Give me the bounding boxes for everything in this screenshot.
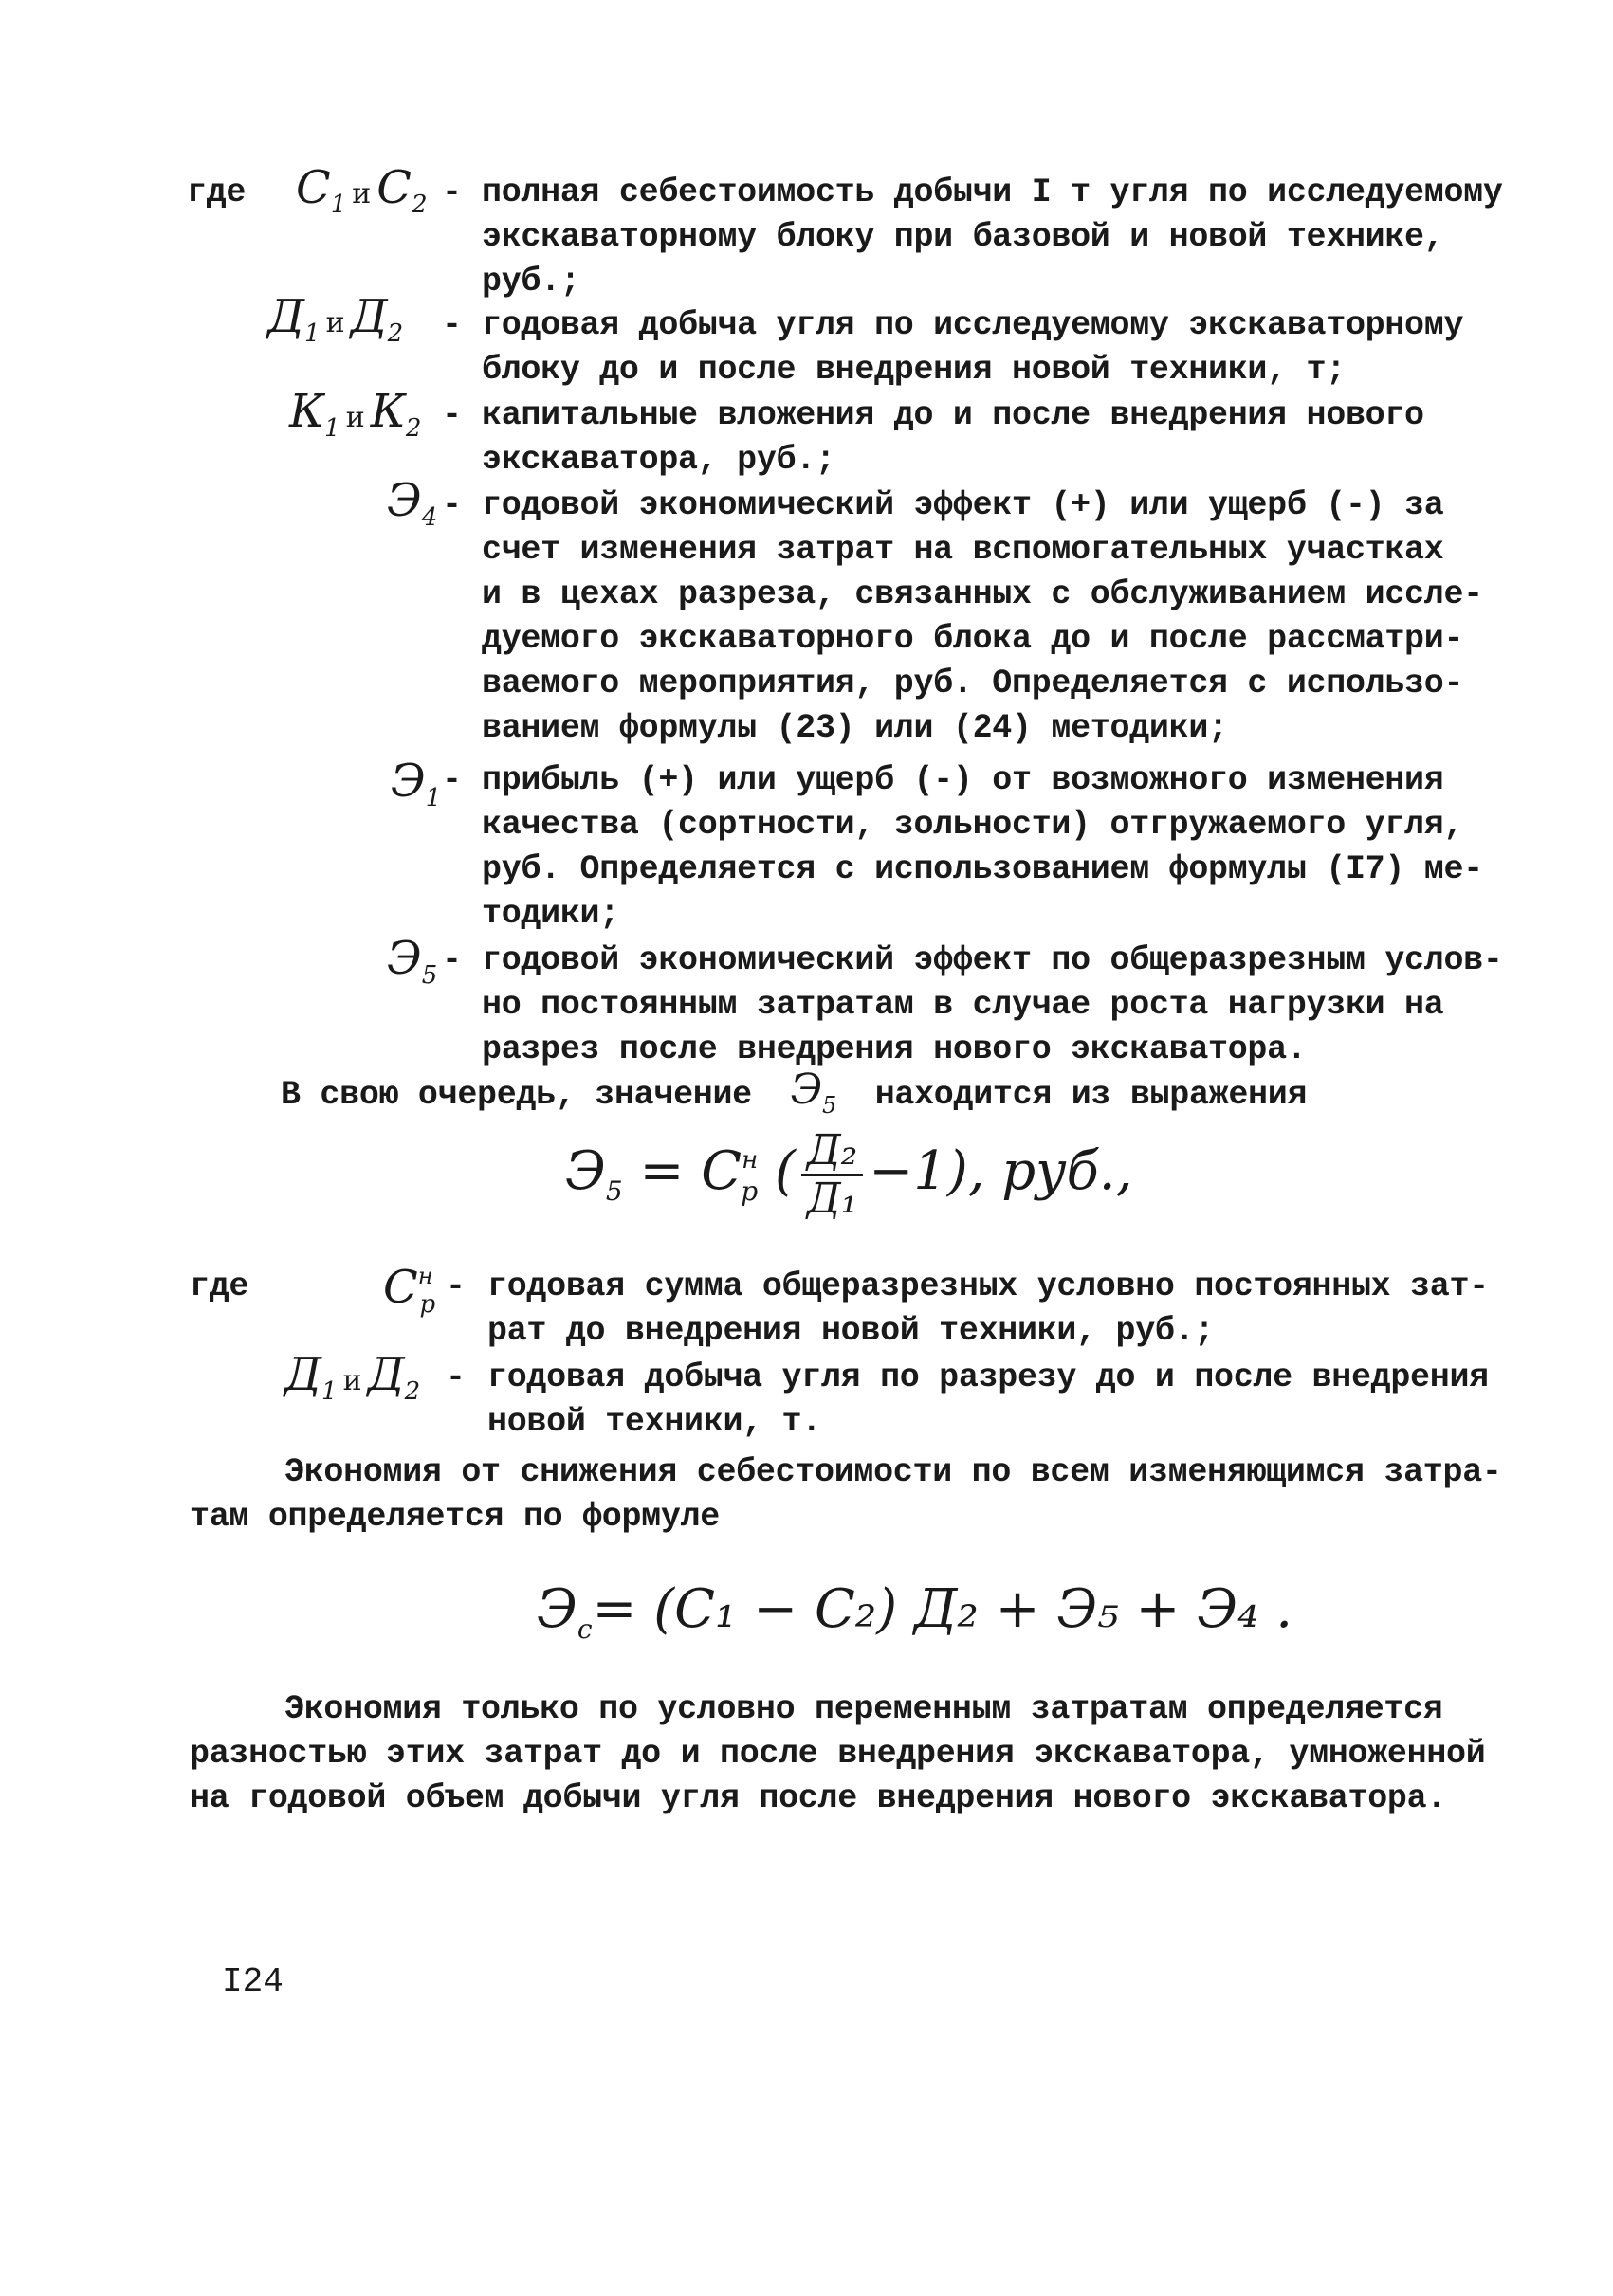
definition-e4: годовой экономический эффект (+) или ущерб (-) за счет изменения затрат на вспомогательных участках и в цехах разреза, связанных с обслуживанием иссле- дуемого экскаваторного блока до и после рассматри- ваемого мероприятия, руб. Определяется с использо- ванием формулы (23) или (24) методики; bbox=[482, 486, 1483, 747]
definition-k1-k2: капитальные вложения до и после внедрения нового экскаватора, руб.; bbox=[482, 396, 1424, 479]
paragraph-economy-formula: Экономия от снижения себестоимости по всем изменяющимся затра- там определяется по формуле bbox=[190, 1453, 1502, 1536]
dash: - bbox=[442, 396, 463, 434]
definition-cp-n: годовая сумма общеразрезных условно постоянных зат- рат до внедрения новой техники, руб.; bbox=[487, 1267, 1489, 1350]
dash: - bbox=[442, 486, 463, 524]
dash: - bbox=[446, 1358, 467, 1396]
page-number: I24 bbox=[222, 1962, 284, 2001]
symbol-e4: $Э_4$ bbox=[387, 474, 438, 532]
fraction-d2-d1: $\frac{\text{Д₂}}{\text{Д₁}}$ bbox=[801, 1128, 863, 1222]
symbol-k1-k2: $К_1$ и $К_2$ bbox=[289, 385, 422, 443]
symbol-d1-d2-annual: $Д_1$ и $Д_2$ bbox=[284, 1348, 421, 1406]
definition-c1-c2: полная себестоимость добычи I т угля по исследуемому экскаваторному блоку при базовой и новой технике, руб.; bbox=[482, 173, 1503, 301]
definition-d1-d2: годовая добыча угля по исследуемому экскаваторному блоку до и после внедрения новой техники, т; bbox=[482, 306, 1464, 389]
symbol-d1-d2: $Д_1$ и $Д_2$ bbox=[267, 290, 404, 348]
symbol-c1-c2: $С_1$ и $С_2$ bbox=[296, 161, 428, 219]
symbol-e5: $Э_5$ bbox=[387, 932, 438, 990]
formula-e5: $Э_5 = C^н_р$ ( $\frac{\text{Д₂}}{\text{Д₁}}$ −1), руб., bbox=[565, 1126, 1133, 1223]
definition-d1-d2-annual: годовая добыча угля по разрезу до и после внедрения новой техники, т. bbox=[487, 1358, 1489, 1441]
paragraph-variable-costs: Экономия только по условно переменным затратам определяется разностью этих затрат до и после внедрения экскаватора, умноженной на годовой объем добычи угля после внедрения нового экскаватора. bbox=[190, 1690, 1486, 1817]
symbol-cp-n: $С^н_р$ bbox=[383, 1261, 436, 1319]
dash: - bbox=[442, 761, 463, 799]
symbol-e1: $Э_1$ bbox=[391, 755, 442, 812]
where-label-1: где bbox=[187, 173, 247, 211]
where-label-2: где bbox=[190, 1267, 249, 1305]
dash: - bbox=[442, 306, 463, 344]
definition-e1: прибыль (+) или ущерб (-) от возможного изменения качества (сортности, зольности) отгружаемого угля, руб. Определяется с использованием формулы (I7) ме- тодики; bbox=[482, 761, 1483, 933]
dash: - bbox=[446, 1267, 467, 1305]
formula-ec: $Э_с= (C_1 - C_2) Д_2 + Э_5 + Э_4$ . bbox=[537, 1578, 1293, 1645]
paragraph-value-intro: В свою очередь, значение $Э_5$ находится из выражения bbox=[281, 1066, 1308, 1119]
dash: - bbox=[442, 941, 463, 979]
definition-e5: годовой экономический эффект по общеразрезным услов- но постоянным затратам в случае роста нагрузки на разрез после внедрения нового экскаватора. bbox=[482, 941, 1503, 1068]
dash: - bbox=[442, 173, 463, 211]
